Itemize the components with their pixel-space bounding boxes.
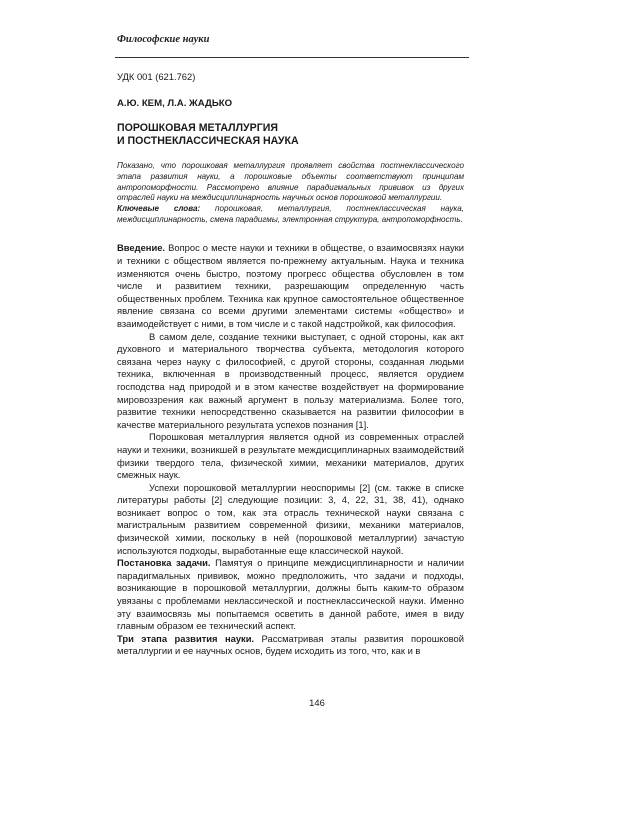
paragraph-problem-statement <box>117 557 464 633</box>
paragraph-text: Вопрос о месте науки и техники в обществе, о взаимосвязях науки и техники с обществом является по-прежнему актуальным. Наука и техника изменяются очень быстро, поэтому прогресс общества обусловлен в том числе и развитием техники, разрешающим определенную часть общественных проблем. Техника как крупное самостоятельное общественное явление связана со всеми другими элементами системы «общество» и взаимодействует с ними, в том числе и с такой надстройкой, как философия. <box>117 242 464 329</box>
paragraph: В самом деле, создание техники выступает, с одной стороны, как акт духовного и материального творчества субъекта, методология которого связана через науку с философией, с другой стороны, созданная людьми техника, включенная в производственный процесс, является орудием господства над природой и в этом качестве воздействует на формирование мировоззрения как важный аргумент в пользу материализма. Более того, развитие техники непосредственно сказывается на развитии философии в качестве материального результата успехов познания [1]. <box>117 330 464 430</box>
keywords-label: Ключевые слова: <box>117 204 201 213</box>
article-title <box>117 122 464 148</box>
keywords-text: порошковая, металлургия, постнеклассическая наука, междисциплинарность, смена парадигмы, электронная структура, антропоморфность. <box>117 204 464 224</box>
article-title-line: И ПОСТНЕКЛАССИЧЕСКАЯ НАУКА <box>117 135 299 148</box>
section-lead: Постановка задачи. <box>117 557 211 569</box>
header-rule <box>115 57 469 58</box>
paragraph-introduction <box>117 242 464 330</box>
paragraph: Порошковая металлургия является одной из современных отраслей науки и техники, возникшей в результате междисциплинарных взаимодействий физики твердого тела, физической химии, механики материалов, других смежных наук. <box>117 431 464 481</box>
page-number: 146 <box>309 697 325 708</box>
udk-code: УДК 001 (621.762) <box>117 71 196 82</box>
section-lead: Введение. <box>117 242 166 254</box>
article-body <box>117 242 464 658</box>
section-lead: Три этапа развития науки. <box>117 632 255 644</box>
paragraph-three-stages <box>117 633 464 658</box>
paragraph-text: Памятуя о принципе междисциплинарности и наличии парадигмальных прививок, можно предположить, что задачи и подходы, возникающие в порошковой металлургии, должны быть каким-то образом увязаны с проблемами неклассической и постнеклассической науки. Именно эту взаимосвязь мы попытаемся осветить в данной работе, имея в виду главным образом ее технический аспект. <box>117 557 464 632</box>
running-head: Философские науки <box>117 34 210 45</box>
paragraph: Успехи порошковой металлургии неоспоримы [2] (см. также в списке литературы работы [2] следующие позиции: 3, 4, 22, 31, 38, 41), однако возникает вопрос о том, как эта отрасль технической науки связана с магистральным развитием современной физики, механики материалов, физической химии, поскольку в ней (порошковой металлургии) зачастую используются подходы, выработанные еще классической наукой. <box>117 481 464 556</box>
article-content <box>117 71 464 658</box>
article-title-line: ПОРОШКОВАЯ МЕТАЛЛУРГИЯ <box>117 122 278 135</box>
article-authors: А.Ю. КЕМ, Л.А. ЖАДЬКО <box>117 97 233 109</box>
paragraph-text: Рассматривая этапы развития порошковой металлургии и ее научных основ, будем исходить из того, что, как и в <box>117 632 464 657</box>
article-abstract <box>117 161 464 225</box>
abstract-text: Показано, что порошковая металлургия проявляет свойства постнеклассического этапа развития науки, а порошковые объекты соответствуют принципам антропоморфности. Рассмотрено влияние парадигмальных прививок из других отраслей науки на междисциплинарность научных основ порошковой металлургии. <box>117 161 464 203</box>
